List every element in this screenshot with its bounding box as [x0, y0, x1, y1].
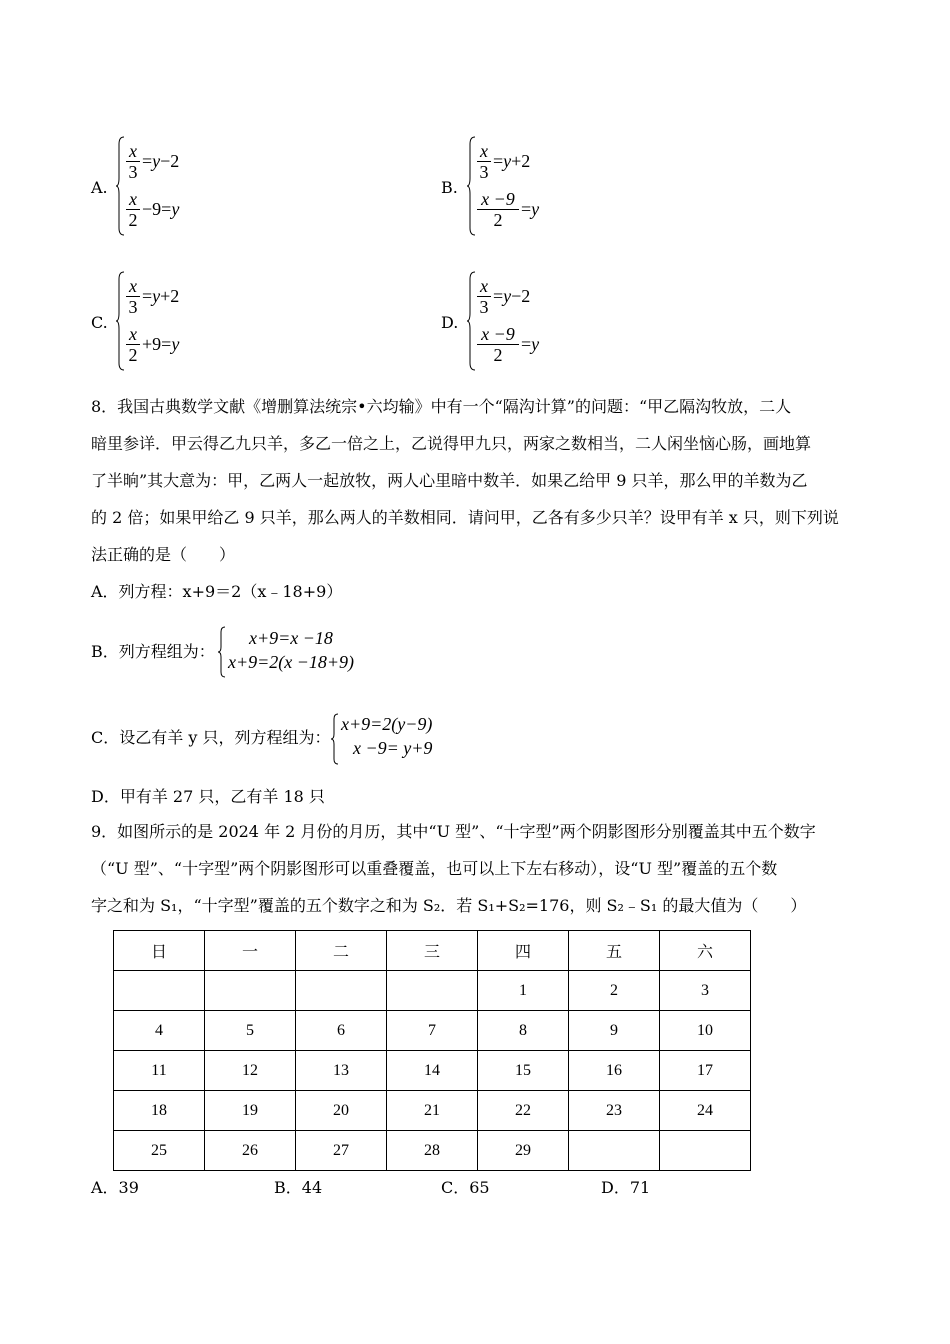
q7-b-eq1-rhs: =y+2	[493, 151, 531, 171]
calendar-cell: 24	[660, 1091, 751, 1131]
calendar-row	[114, 971, 751, 1011]
calendar-cell: 11	[114, 1051, 205, 1091]
q8-option-b-label: B．列方程组为：	[91, 642, 215, 661]
calendar-cell: 12	[205, 1051, 296, 1091]
q7-option-d-label: D.	[441, 313, 459, 332]
q9-option-d: D．71	[601, 1178, 651, 1197]
q8-line: 的 2 倍；如果甲给乙 9 只羊，那么两人的羊数相同．请问甲，乙各有多少只羊？设甲有羊 x 只，则下列说	[91, 508, 839, 527]
left-brace-icon	[467, 136, 477, 236]
calendar-cell: 21	[387, 1091, 478, 1131]
calendar-row	[114, 1131, 751, 1171]
calendar-row	[114, 1091, 751, 1131]
calendar-cell: 27	[296, 1131, 387, 1171]
calendar-cell: 13	[296, 1051, 387, 1091]
calendar-cell: 5	[205, 1011, 296, 1051]
calendar-cell: 17	[660, 1051, 751, 1091]
calendar-cell: 16	[569, 1051, 660, 1091]
q7-a-eq1-fraction: x 3	[126, 141, 140, 182]
calendar-cell: 25	[114, 1131, 205, 1171]
q9-question-text	[91, 824, 861, 914]
q7-a-eq2-fraction: x 2	[126, 189, 140, 230]
left-brace-icon	[116, 271, 126, 371]
q7-d-eq2-fraction: x −9 2	[477, 324, 519, 365]
q8-c-eq2: x −9= y+9	[353, 738, 433, 758]
calendar-header-cell: 六	[660, 931, 751, 971]
calendar-cell: 23	[569, 1091, 660, 1131]
q9-line: （“U 型”、“十字型”两个阴影图形可以重叠覆盖，也可以上下左右移动），设“U 型”覆盖的五个数	[91, 859, 778, 878]
q8-line: 法正确的是（ ）	[91, 545, 236, 564]
calendar-cell: 10	[660, 1011, 751, 1051]
q8-c-eq1: x+9=2(y−9)	[341, 714, 433, 734]
calendar-cell: 19	[205, 1091, 296, 1131]
calendar-row	[114, 1011, 751, 1051]
q9-line: 9．如图所示的是 2024 年 2 月份的月历，其中“U 型”、“十字型”两个阴影图形分别覆盖其中五个数字	[91, 822, 816, 841]
calendar-header-cell: 三	[387, 931, 478, 971]
calendar-cell: 18	[114, 1091, 205, 1131]
q9-option-c: C．65	[441, 1178, 490, 1197]
calendar-cell	[660, 1131, 751, 1171]
q8-option-d: D．甲有羊 27 只，乙有羊 18 只	[91, 787, 325, 806]
calendar-header-cell: 二	[296, 931, 387, 971]
calendar-cell	[387, 971, 478, 1011]
calendar-cell: 14	[387, 1051, 478, 1091]
left-brace-icon	[331, 713, 339, 765]
calendar-header-cell: 四	[478, 931, 569, 971]
calendar-cell	[205, 971, 296, 1011]
q7-option-b-label: B.	[441, 178, 458, 197]
left-brace-icon	[218, 626, 226, 678]
calendar-cell: 7	[387, 1011, 478, 1051]
calendar-row	[114, 1051, 751, 1091]
calendar-cell: 2	[569, 971, 660, 1011]
calendar-cell: 28	[387, 1131, 478, 1171]
q8-b-eq2: x+9=2(x −18+9)	[228, 652, 355, 672]
calendar-header-row	[114, 931, 751, 971]
q7-d-eq2-rhs: =y	[521, 334, 540, 354]
q9-line: 字之和为 S₁，“十字型”覆盖的五个数字之和为 S₂．若 S₁+S₂=176，则 S₂﹣S₁ 的最大值为（ ）	[91, 896, 807, 915]
calendar-cell: 22	[478, 1091, 569, 1131]
calendar-table	[113, 930, 751, 1171]
q8-option-a: A．列方程：x+9＝2（x﹣18+9）	[91, 582, 343, 601]
q7-option-a-label: A.	[91, 178, 108, 197]
left-brace-icon	[467, 271, 477, 371]
q8-option-c-label: C．设乙有羊 y 只，列方程组为：	[91, 728, 331, 747]
calendar-cell: 3	[660, 971, 751, 1011]
q7-d-eq1-fraction: x 3	[477, 276, 491, 317]
calendar-cell	[296, 971, 387, 1011]
q7-c-eq2-fraction: x 2	[126, 324, 140, 365]
q7-d-eq1-rhs: =y−2	[493, 286, 531, 306]
q8-b-eq1: x+9=x −18	[249, 628, 333, 648]
calendar-header-cell: 日	[114, 931, 205, 971]
calendar-cell: 20	[296, 1091, 387, 1131]
q7-b-eq2-fraction: x −9 2	[477, 189, 519, 230]
q8-line: 暗里参详．甲云得乙九只羊，多乙一倍之上，乙说得甲九只，两家之数相当，二人闲坐恼心肠，画地算	[91, 434, 812, 453]
q8-line: 了半晌”其大意为：甲，乙两人一起放牧，两人心里暗中数羊．如果乙给甲 9 只羊，那么甲的羊数为乙	[91, 471, 808, 490]
calendar-cell: 1	[478, 971, 569, 1011]
q9-option-b: B．44	[274, 1178, 323, 1197]
q8-line: 8．我国古典数学文献《增删算法统宗•六均输》中有一个“隔沟计算”的问题：“甲乙隔沟牧放，二人	[91, 397, 792, 416]
calendar-cell: 8	[478, 1011, 569, 1051]
q7-c-eq2-rhs: +9=y	[142, 334, 180, 354]
q7-c-eq1-rhs: =y+2	[142, 286, 180, 306]
left-brace-icon	[116, 136, 126, 236]
calendar-header-cell: 一	[205, 931, 296, 971]
q7-b-eq1-fraction: x 3	[477, 141, 491, 182]
q7-c-eq1-fraction: x 3	[126, 276, 140, 317]
q7-a-eq2-rhs: −9=y	[142, 199, 180, 219]
calendar-cell: 9	[569, 1011, 660, 1051]
calendar-cell: 26	[205, 1131, 296, 1171]
calendar-cell: 29	[478, 1131, 569, 1171]
q9-option-a: A．39	[91, 1178, 139, 1197]
q8-question-text	[91, 397, 861, 564]
q7-a-eq1-rhs: =y−2	[142, 151, 180, 171]
calendar-cell: 6	[296, 1011, 387, 1051]
calendar-cell	[569, 1131, 660, 1171]
calendar-cell	[114, 971, 205, 1011]
calendar-cell: 15	[478, 1051, 569, 1091]
calendar-header-cell: 五	[569, 931, 660, 971]
q7-option-c-label: C.	[91, 313, 108, 332]
q7-b-eq2-rhs: =y	[521, 199, 540, 219]
calendar-cell: 4	[114, 1011, 205, 1051]
